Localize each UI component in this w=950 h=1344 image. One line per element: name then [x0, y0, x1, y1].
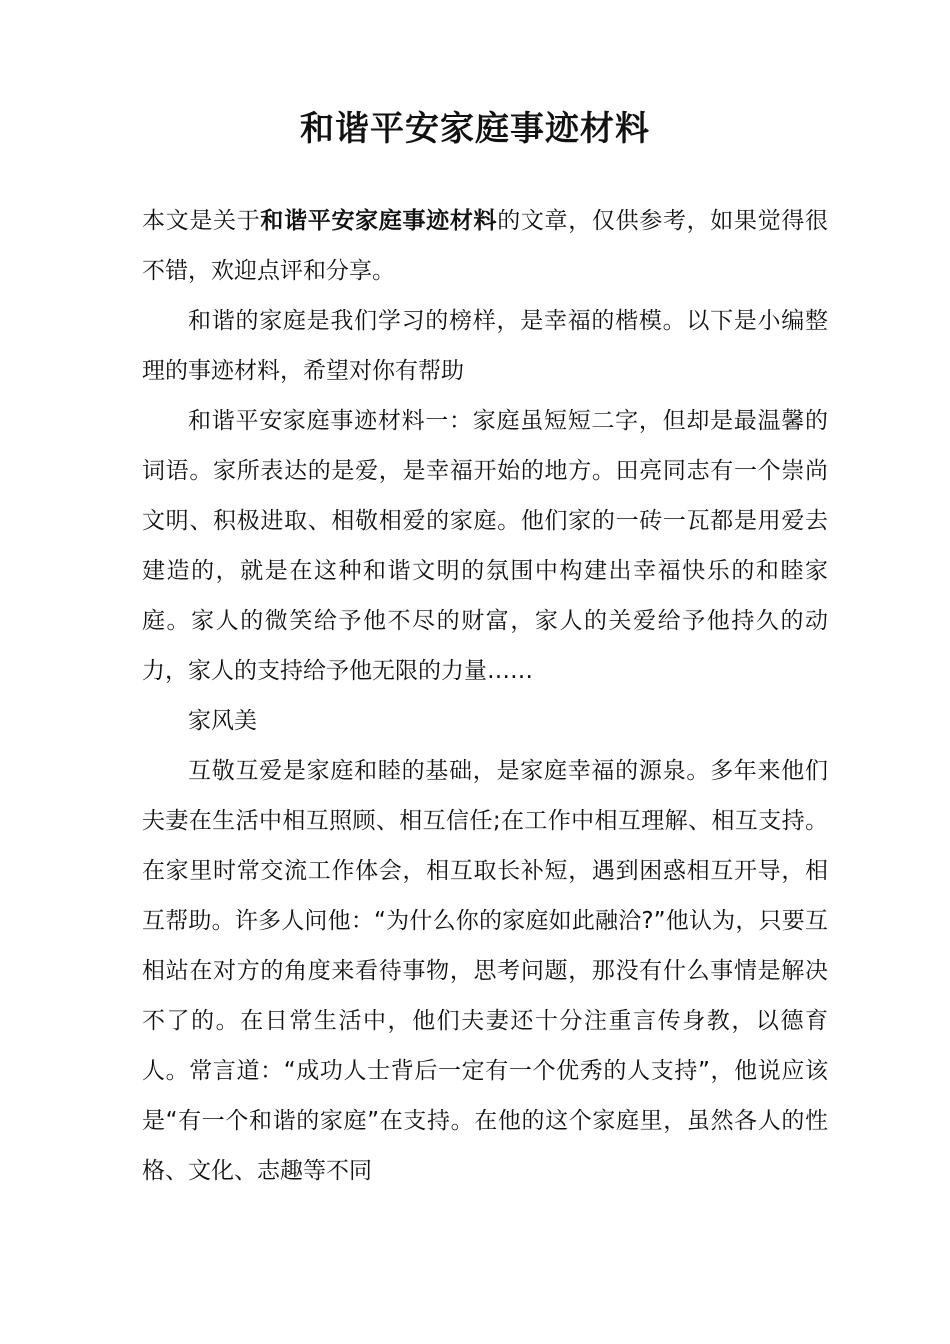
- intro-paragraph: [142, 196, 828, 296]
- document-body: [142, 196, 828, 1196]
- section-heading: 家风美: [188, 708, 257, 734]
- intro-prefix: 本文是关于: [142, 208, 261, 234]
- document-title: 和谐平安家庭事迹材料: [300, 109, 650, 149]
- intro-suffix: 的文章，仅供参考，如果觉得很不错，欢迎点评和分享。: [142, 208, 829, 284]
- paragraph: 和谐平安家庭事迹材料一：家庭虽短短二字，但却是最温馨的词语。家所表达的是爱，是幸福开始的地方。田亮同志有一个崇尚文明、积极进取、相敬相爱的家庭。他们家的一砖一瓦都是用爱去建造的，就是在这种和谐文明的氛围中构建出幸福快乐的和睦家庭。家人的微笑给予他不尽的财富，家人的关爱给予他持久的动力，家人的支持给予他无限的力量……: [142, 408, 828, 684]
- intro-bold-title: 和谐平安家庭事迹材料: [260, 208, 498, 234]
- paragraph: 互敬互爱是家庭和睦的基础，是家庭幸福的源泉。多年来他们夫妻在生活中相互照顾、相互信任;在工作中相互理解、相互支持。在家里时常交流工作体会，相互取长补短，遇到困惑相互开导，相互帮助。许多人问他：“为什么你的家庭如此融洽?”他认为，只要互相站在对方的角度来看待事物，思考问题，那没有什么事情是解决不了的。在日常生活中，他们夫妻还十分注重言传身教，以德育人。常言道：“成功人士背后一定有一个优秀的人支持”，他说应该是“有一个和谐的家庭”在支持。在他的这个家庭里，虽然各人的性格、文化、志趣等不同: [142, 758, 828, 1184]
- paragraph: 和谐的家庭是我们学习的榜样，是幸福的楷模。以下是小编整理的事迹材料，希望对你有帮助: [142, 308, 828, 384]
